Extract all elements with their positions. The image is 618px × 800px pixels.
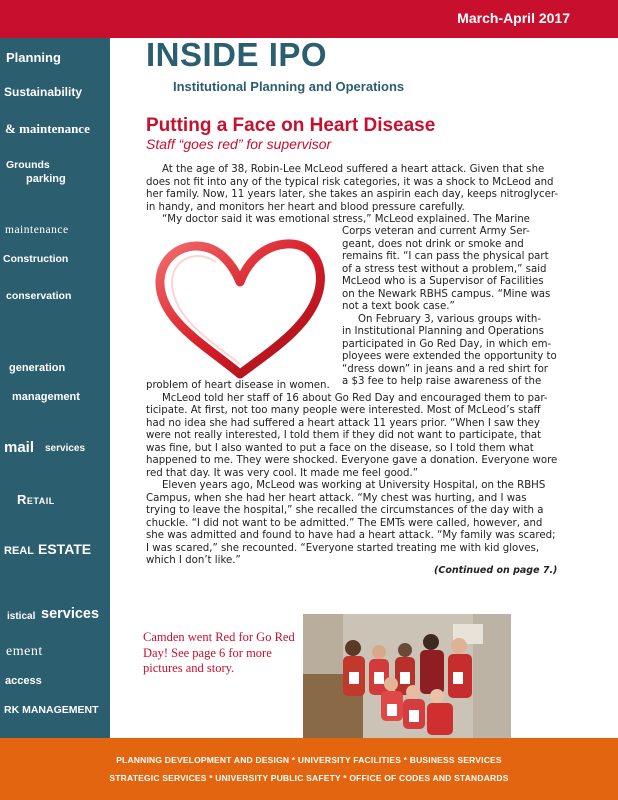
text-line: ployees were extended the opportunity to [342,351,557,362]
footer-departments-line-2: STRATEGIC SERVICES * UNIVERSITY PUBLIC SAFETY * OFFICE OF CODES AND STANDARDS [109,773,509,783]
text-line: not a text book case.” [342,301,455,312]
sidebar-item-maintenance-2: maintenance [5,224,69,236]
text-line: participated in Go Red Day, in which em- [342,338,552,350]
article-paragraph-4 [146,380,566,568]
sidebar-item-istical: istical [7,611,36,622]
top-banner [0,0,618,38]
text-line: a $3 fee to help raise awareness of the [342,376,542,387]
footer-band [0,738,618,800]
sidebar-item-management: management [12,391,80,403]
text-line: trying to leave the hospital,” she recalled the circumstances of the day with a [146,505,544,516]
article-paragraph-1 [146,164,566,227]
text-line: red that day. It was very cool. It made me feel good.” [146,467,419,479]
text-line: problem of heart disease in women. [146,380,330,391]
sidebar-item-sustainability: Sustainability [4,85,83,99]
sidebar-item-access: access [5,675,42,687]
masthead-title: INSIDE IPO [146,36,328,73]
text-line: On February 3, various groups with- [358,313,542,325]
sidebar-item-grounds: Grounds [6,159,50,171]
masthead-subtitle: Institutional Planning and Operations [173,79,405,94]
text-line: on the Newark RBHS campus. “Mine was [342,288,551,300]
text-line: Campus, when she had her heart attack. “My chest was hurting, and I was [146,492,527,504]
sidebar-item-conservation: conservation [6,290,72,302]
sidebar [0,38,110,738]
text-line: happened to me. They were shocked. Everyone gave a donation. Everyone wore [146,455,558,466]
text-line: were not really interested, I told them if they did not want to participate, that [146,430,542,441]
text-line: her family. Now, 11 years later, she takes an aspirin each day, keeps nitroglycer- [146,189,559,200]
sidebar-item-generation: generation [9,362,66,374]
sidebar-item-retail: Retail [17,492,55,507]
text-line: McLeod who is a Supervisor of Facilities [342,276,544,287]
photo-caption: Camden went Red for Go Red Day! See page 6 for more pictures and story. [143,630,295,675]
sidebar-item-parking: parking [26,173,66,185]
text-line: McLeod told her staff of 16 about Go Red Day and encouraged them to par- [162,392,548,404]
sidebar-item-construction: Construction [3,253,69,265]
red-heart-graphic [148,232,328,382]
text-line: remains fit. “I can pass the physical part [342,251,549,262]
footer-departments-line-1: PLANNING DEVELOPMENT AND DESIGN * UNIVERSITY FACILITIES * BUSINESS SERVICES [116,755,502,765]
text-line: Corps veteran and current Army Ser- [342,226,530,237]
text-line: in handy, and monitors her heart and blood pressure carefully. [146,201,465,213]
group-photo [303,614,511,738]
text-line: “My doctor said it was emotional stress,” McLeod explained. The Marine [162,214,530,225]
article-wrap-column [342,226,562,389]
sidebar-item-estate: ESTATE [38,541,92,557]
sidebar-item-ement: ement [6,644,43,659]
text-line: in Institutional Planning and Operations [342,326,544,337]
sidebar-item-services: services [41,606,100,622]
text-line: she was admitted and found to have had a heart attack. “My family was scared; [146,530,556,541]
text-line: does not fit into any of the typical risk categories, it was a shock to McLeod and [146,176,554,188]
continued-note: (Continued on page 7.) [434,565,558,576]
sidebar-item-rk-management: RK MANAGEMENT [4,704,99,716]
text-line: I was scared,” she recounted. “Everyone started treating me with kid gloves, [146,542,540,554]
sidebar-item-mail-services: services [45,443,86,454]
text-line: which I don’t like.” [146,555,241,566]
sidebar-item-maintenance: & maintenance [5,121,90,136]
text-line: chuckle. “I did not want to be admitted.” The EMTs were called, however, and [146,517,543,529]
article-headline: Putting a Face on Heart Disease [146,115,436,136]
text-line: “dress down” in jeans and a red shirt for [342,363,548,375]
sidebar-item-planning: Planning [6,50,61,65]
article-deck: Staff “goes red” for supervisor [146,136,332,152]
issue-date: March-April 2017 [457,10,570,26]
sidebar-item-mail: mail [4,439,35,456]
text-line: ticipate. At first, not too many people were interested. Most of McLeod’s staff [146,405,541,416]
text-line: Eleven years ago, McLeod was working at University Hospital, on the RBHS [162,480,546,491]
text-line: had no idea she had suffered a heart attack 11 years prior. “When I saw they [146,417,540,429]
text-line: of a stress test without a problem,” said [342,263,547,275]
text-line: was fine, but I also wanted to put a face on the disease, so I told them what [146,442,534,454]
sidebar-item-real: REAL [4,545,34,557]
text-line: At the age of 38, Robin-Lee McLeod suffered a heart attack. Given that she [162,164,545,175]
text-line: geant, does not drink or smoke and [342,238,524,250]
